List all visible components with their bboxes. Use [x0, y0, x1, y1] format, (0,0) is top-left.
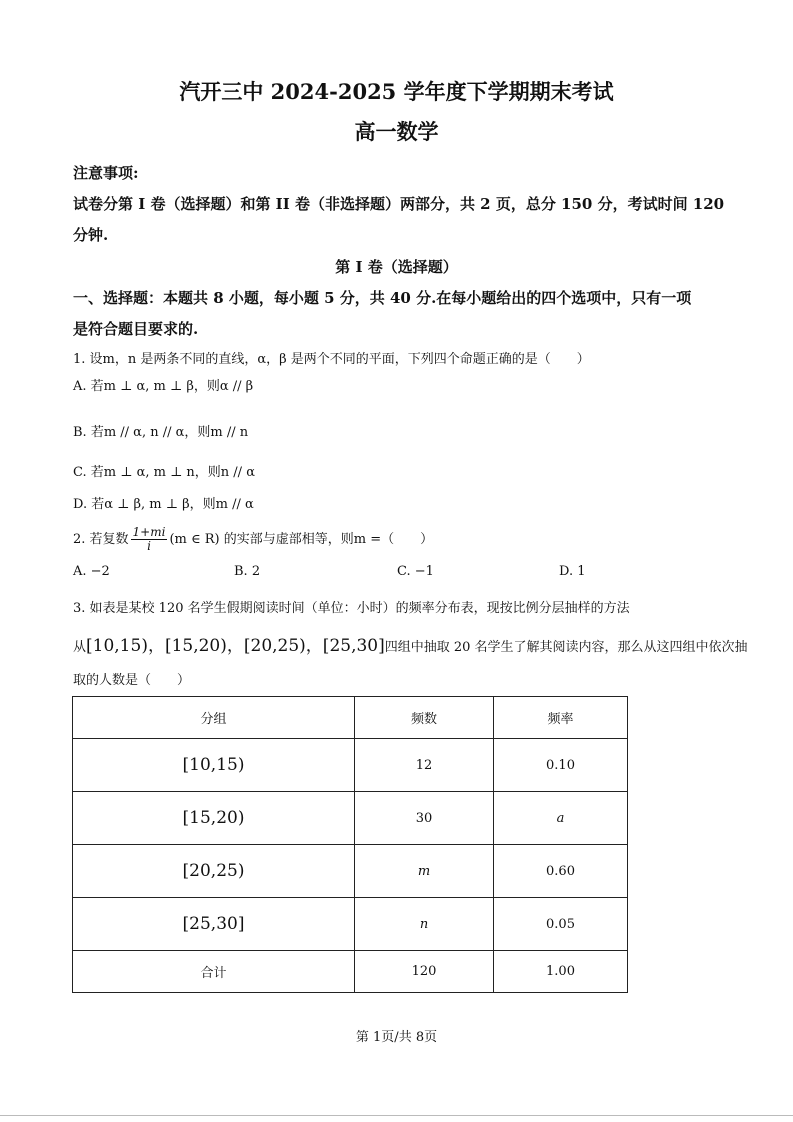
volume-title: 第 I 卷（选择题） [335, 258, 458, 276]
q2-fraction-denominator: i [147, 539, 151, 554]
q1-option-a: A. 若m ⊥ α, m ⊥ β，则α // β [73, 379, 254, 394]
table-row [73, 845, 628, 898]
q2-prefix: 2. 若复数 [73, 532, 129, 548]
section-instruction-2: 是符合题目要求的. [73, 320, 199, 338]
table-header-count: 频数 [355, 697, 494, 739]
q2-option-d: D. 1 [559, 564, 586, 579]
notice-heading: 注意事项: [73, 164, 139, 182]
table-row [73, 792, 628, 845]
table-header-row [73, 697, 628, 739]
table-cell-group: 合计 [73, 951, 355, 993]
q2-fraction-numerator: 1+mi [132, 525, 166, 539]
q2-fraction [131, 526, 168, 553]
table-cell-frequency: 0.10 [494, 739, 628, 792]
q1-option-d: D. 若α ⊥ β, m ⊥ β，则m // α [73, 497, 254, 512]
page-bottom-divider [0, 1115, 793, 1116]
table-cell-count: 30 [355, 792, 494, 845]
notice-line-1: 试卷分第 I 卷（选择题）和第 II 卷（非选择题）两部分，共 2 页，总分 150 分，考试时间 120 [73, 195, 725, 213]
table-header-frequency: 频率 [494, 697, 628, 739]
table-cell-count: m [355, 845, 494, 898]
page-number: 第 1页/共 8页 [355, 1030, 438, 1045]
q3-line-2-suffix: 四组中抽取 20 名学生了解其阅读内容，那么从这四组中依次抽 [384, 640, 748, 655]
notice-line-2: 分钟. [73, 226, 109, 244]
q3-line-3: 取的人数是（ ） [73, 673, 191, 688]
q2-suffix: (m ∈ R) 的实部与虚部相等，则m =（ ） [169, 532, 434, 548]
table-row [73, 898, 628, 951]
q3-line-2-prefix: 从 [73, 640, 87, 655]
q1-option-c: C. 若m ⊥ α, m ⊥ n，则n // α [73, 465, 255, 480]
q2-option-a: A. −2 [73, 564, 110, 579]
table-header-group: 分组 [73, 697, 355, 739]
table-cell-group: [20,25) [73, 845, 355, 898]
q2-stem [73, 526, 733, 553]
q1-option-b: B. 若m // α, n // α，则m // n [73, 425, 249, 440]
table-cell-group: [15,20) [73, 792, 355, 845]
table-cell-group: [10,15) [73, 739, 355, 792]
q3-line-2 [73, 631, 748, 656]
table-cell-frequency: 0.60 [494, 845, 628, 898]
table-cell-frequency: 1.00 [494, 951, 628, 993]
q2-option-c: C. −1 [397, 564, 434, 579]
table-cell-group: [25,30] [73, 898, 355, 951]
exam-title: 汽开三中 2024-2025 学年度下学期期末考试 [179, 79, 614, 104]
exam-subject: 高一数学 [354, 119, 439, 144]
table-cell-count: 12 [355, 739, 494, 792]
section-instruction-1: 一、选择题：本题共 8 小题，每小题 5 分，共 40 分.在每小题给出的四个选项中，只有一项 [73, 289, 692, 307]
table-cell-frequency: a [494, 792, 628, 845]
q2-option-b: B. 2 [234, 564, 261, 579]
table-row [73, 739, 628, 792]
table-total-row [73, 951, 628, 993]
q3-intervals: [10,15)，[15,20)，[20,25)，[25,30] [86, 636, 385, 656]
table-cell-count: 120 [355, 951, 494, 993]
table-cell-frequency: 0.05 [494, 898, 628, 951]
q1-stem: 1. 设m，n 是两条不同的直线，α，β 是两个不同的平面，下列四个命题正确的是（ ） [73, 352, 590, 367]
q3-line-1: 3. 如表是某校 120 名学生假期阅读时间（单位：小时）的频率分布表，现按比例分层抽样的方法 [73, 601, 630, 616]
table-cell-count: n [355, 898, 494, 951]
frequency-table [72, 696, 628, 993]
